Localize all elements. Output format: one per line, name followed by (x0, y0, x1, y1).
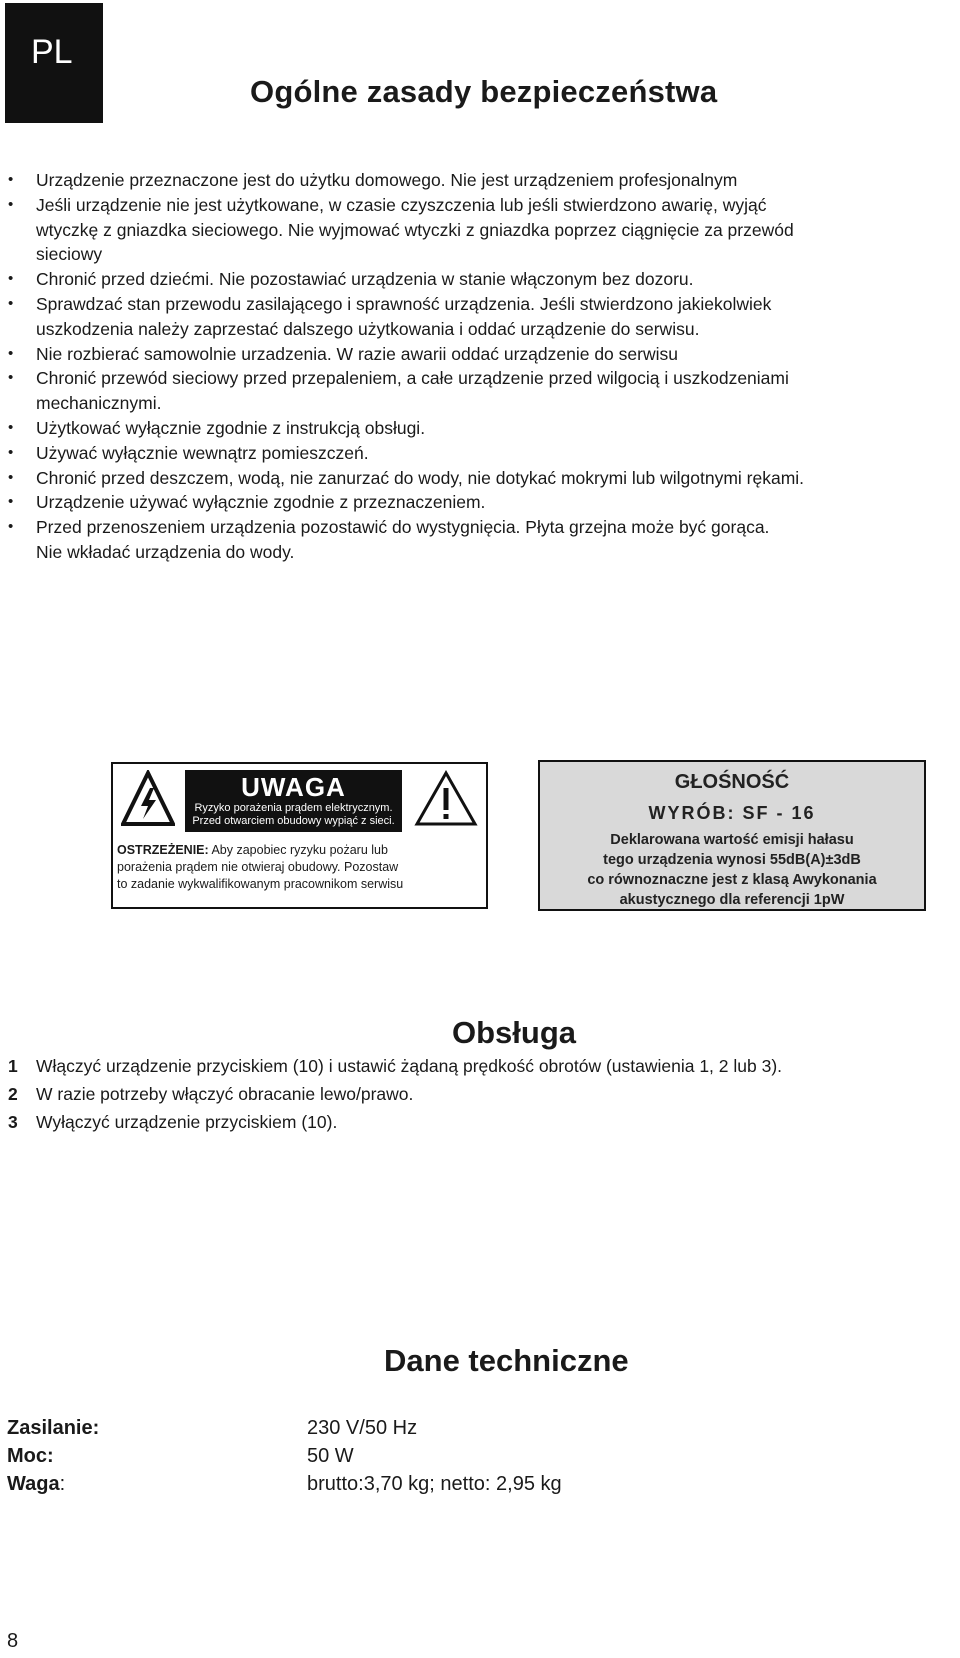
safety-line: • Sprawdzać stan przewodu zasilającego i sprawność urządzenia. Jeśli stwierdzono jakiekolwiek (8, 292, 958, 317)
electric-shock-icon (121, 770, 175, 828)
warning-header (185, 770, 402, 832)
step-text: W razie potrzeby włączyć obracanie lewo/prawo. (36, 1084, 414, 1104)
safety-line: • Urządzenie używać wyłącznie zgodnie z przeznaczeniem. (8, 490, 958, 515)
safety-line: mechanicznymi. (36, 393, 162, 414)
warning-body-line-3: to zadanie wykwalifikowanym pracownikom serwisu (117, 877, 404, 891)
safety-line: • Nie rozbierać samowolnie urzadzenia. W razie awarii oddać urządzenie do serwisu (8, 342, 958, 367)
spec-value: 50 W (307, 1445, 354, 1467)
safety-line: uszkodzenia należy zaprzestać dalszego użytkowania i oddać urządzenie do serwisu. (36, 318, 700, 339)
safety-line: • Chronić przed deszczem, wodą, nie zanurzać do wody, nie dotykać mokrymi lub wilgotnymi rękami. (8, 466, 958, 491)
safety-rules (8, 168, 958, 565)
step-number: 3 (8, 1112, 18, 1132)
spec-label: Moc: (7, 1445, 54, 1467)
noise-line-1: Deklarowana wartość emisji hałasu (610, 832, 854, 848)
warning-subtitle-2: Przed otwarciem obudowy wypiąć z sieci. (192, 815, 395, 827)
step-number: 1 (8, 1056, 18, 1076)
step-text: Włączyć urządzenie przyciskiem (10) i ustawić żądaną prędkość obrotów (ustawienia 1, 2 lub 3). (36, 1056, 783, 1076)
spec-value: 230 V/50 Hz (307, 1417, 418, 1439)
warning-title: UWAGA (241, 772, 346, 802)
noise-title: GŁOŚNOŚĆ (674, 771, 790, 793)
safety-line: • Jeśli urządzenie nie jest użytkowane, w czasie czyszczenia lub jeśli stwierdzono awarię, wyjąć (8, 193, 958, 218)
safety-line: • Używać wyłącznie wewnątrz pomieszczeń. (8, 441, 958, 466)
spec-label: Zasilanie: (7, 1417, 100, 1439)
noise-line-3: co równoznaczne jest z klasą Awykonania (587, 872, 877, 888)
safety-title: Ogólne zasady bezpieczeństwa (250, 74, 718, 109)
operation-step (8, 1052, 948, 1080)
language-tab: PL (5, 3, 103, 123)
safety-line: • Chronić przed dziećmi. Nie pozostawiać urządzenia w stanie włączonym bez dozoru. (8, 267, 958, 292)
warning-body-line-1: Aby zapobiec ryzyku pożaru lub (208, 843, 388, 857)
step-number: 2 (8, 1084, 18, 1104)
safety-line: • Użytkować wyłącznie zgodnie z instrukcją obsługi. (8, 416, 958, 441)
warning-body (117, 842, 485, 893)
safety-line: • Chronić przewód sieciowy przed przepaleniem, a całe urządzenie przed wilgocią i uszkodzeniami (8, 366, 958, 391)
safety-line: • Przed przenoszeniem urządzenia pozostawić do wystygnięcia. Płyta grzejna może być gorąca. (8, 515, 958, 540)
noise-line-2: tego urządzenia wynosi 55dB(A)±3dB (603, 852, 861, 868)
safety-line: sieciowy (36, 244, 103, 265)
tech-specs-title: Dane techniczne (384, 1343, 629, 1378)
operation-title: Obsługa (452, 1015, 577, 1050)
operation-step (8, 1080, 948, 1108)
safety-line: wtyczkę z gniazdka sieciowego. Nie wyjmować wtyczki z gniazdka poprzez ciągnięcie za przewód (36, 219, 794, 240)
warning-body-line-2: porażenia prądem nie otwieraj obudowy. Pozostaw (117, 860, 399, 874)
page-number: 8 (7, 1630, 19, 1652)
spec-label: Waga: (7, 1473, 66, 1495)
warning-body-heading: OSTRZEŻENIE: (117, 843, 209, 857)
safety-line: Nie wkładać urządzenia do wody. (36, 541, 295, 562)
noise-product: WYRÓB: SF - 16 (648, 803, 816, 823)
operation-steps (8, 1052, 948, 1136)
spec-value: brutto:3,70 kg; netto: 2,95 kg (307, 1473, 562, 1495)
step-text: Wyłączyć urządzenie przyciskiem (10). (36, 1112, 338, 1132)
noise-level-label (538, 760, 926, 911)
electric-shock-warning-label (111, 762, 488, 909)
safety-line: • Urządzenie przeznaczone jest do użytku domowego. Nie jest urządzeniem profesjonalnym (8, 168, 958, 193)
noise-line-4: akustycznego dla referencji 1pW (619, 892, 845, 908)
exclamation-warning-icon (414, 770, 478, 828)
operation-step (8, 1108, 948, 1136)
warning-subtitle-1: Ryzyko porażenia prądem elektrycznym. (194, 802, 393, 814)
